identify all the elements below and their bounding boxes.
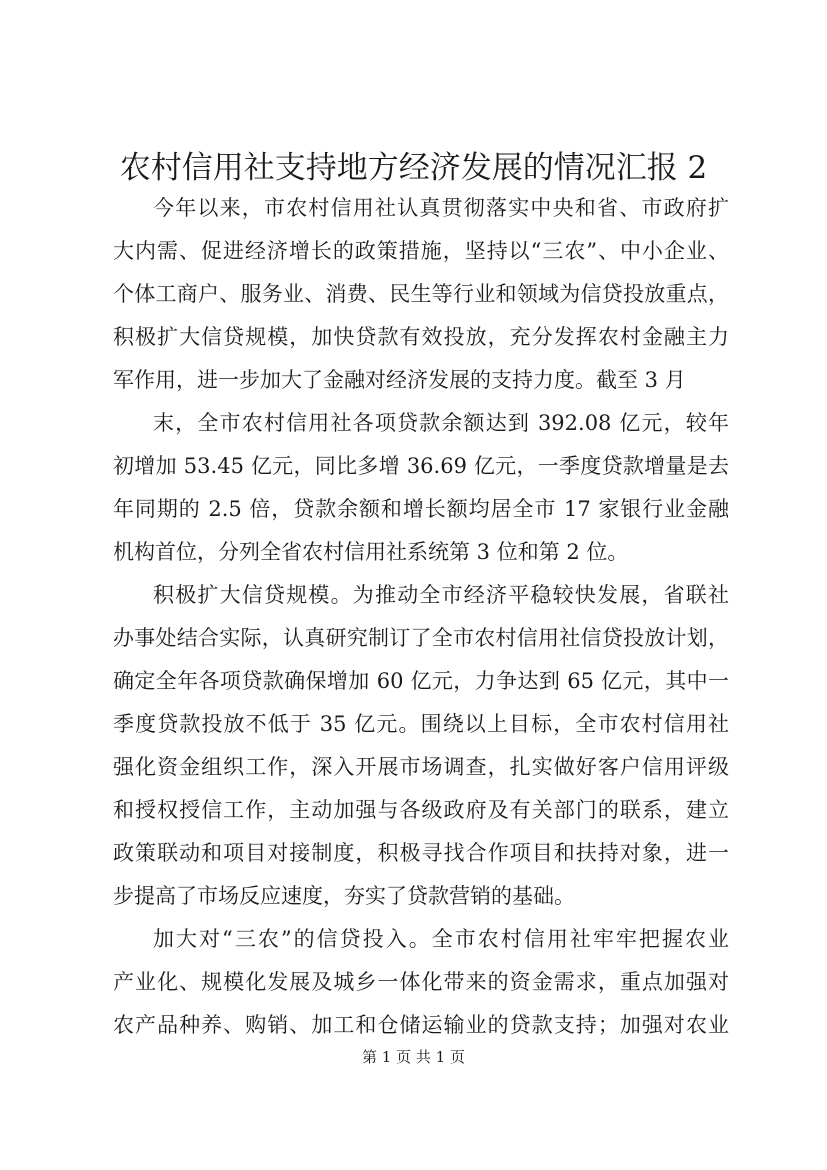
text-line: 季度贷款投放不低于 35 亿元。围绕以上目标，全市农村信用社 [113,712,729,736]
text-line: 加大对“三农”的信贷投入。全市农村信用社牢牢把握农业 [153,927,729,951]
text-line: 年同期的 2.5 倍，贷款余额和增长额均居全市 17 家银行业金融 [113,497,729,521]
text-line: 办事处结合实际，认真研究制订了全市农村信用社信贷投放计划， [113,626,729,650]
text-line: 确定全年各项贷款确保增加 60 亿元，力争达到 65 亿元，其中一 [113,669,729,693]
text-line: 政策联动和项目对接制度，积极寻找合作项目和扶持对象，进一 [113,841,729,865]
text-line: 末，全市农村信用社各项贷款余额达到 392.08 亿元，较年 [153,411,729,435]
text-line: 大内需、促进经济增长的政策措施，坚持以“三农”、中小企业、 [113,239,729,263]
text-line: 强化资金组织工作，深入开展市场调查，扎实做好客户信用评级 [113,755,729,779]
text-line: 积极扩大信贷规模，加快贷款有效投放，充分发挥农村金融主力 [113,325,729,349]
text-line: 和授权授信工作，主动加强与各级政府及有关部门的联系，建立 [113,798,729,822]
text-line: 产业化、规模化发展及城乡一体化带来的资金需求，重点加强对 [113,970,729,994]
text-line: 农产品种养、购销、加工和仓储运输业的贷款支持；加强对农业 [113,1013,729,1037]
text-line: 个体工商户、服务业、消费、民生等行业和领域为信贷投放重点， [113,282,729,306]
page-footer: 第 1 页 共 1 页 [362,1048,465,1066]
text-line: 机构首位，分列全省农村信用社系统第 3 位和第 2 位。 [113,540,629,564]
text-line: 今年以来，市农村信用社认真贯彻落实中央和省、市政府扩 [153,196,729,220]
text-line: 步提高了市场反应速度，夯实了贷款营销的基础。 [113,884,575,908]
text-line: 积极扩大信贷规模。为推动全市经济平稳较快发展，省联社 [153,583,729,607]
text-line: 初增加 53.45 亿元，同比多增 36.69 亿元，一季度贷款增量是去 [113,454,729,478]
document-body [113,187,729,1047]
document-title: 农村信用社支持地方经济发展的情况汇报 2 [119,150,708,186]
text-line: 军作用，进一步加大了金融对经济发展的支持力度。截至 3 月 [113,368,686,392]
